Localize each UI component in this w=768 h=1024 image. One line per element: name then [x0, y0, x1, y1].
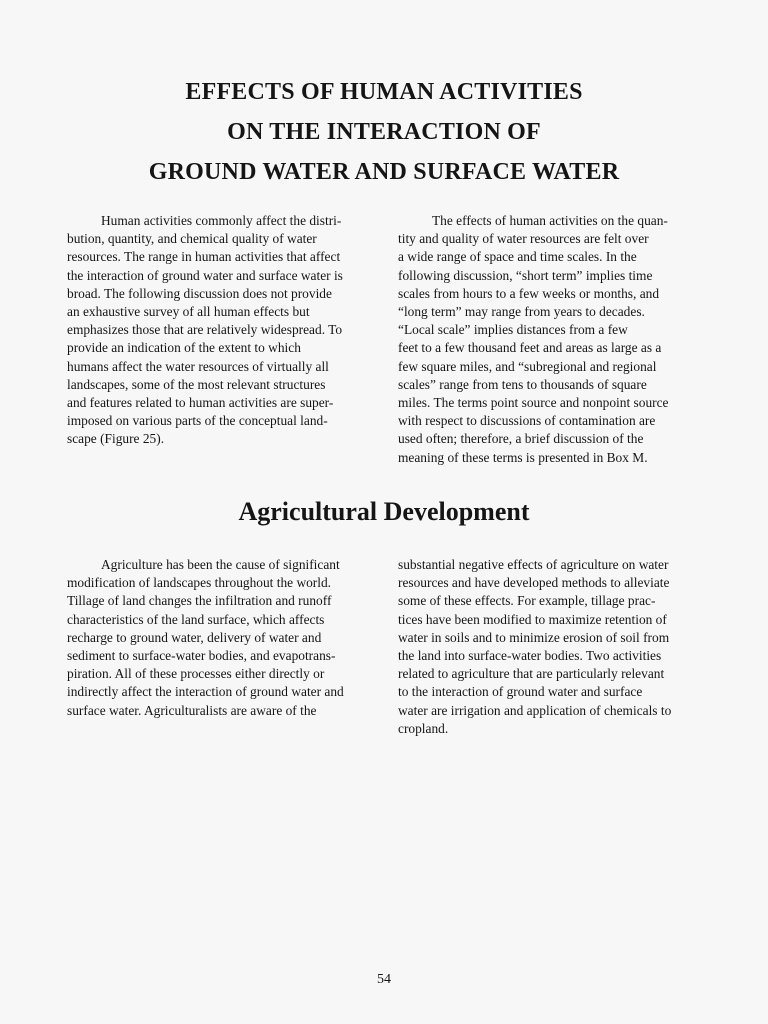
- text-line: following discussion, “short term” implies time: [398, 267, 653, 283]
- text-line: the land into surface-water bodies. Two activities: [398, 648, 662, 664]
- section-heading: Agricultural Development: [238, 497, 530, 526]
- title-line: GROUND WATER AND SURFACE WATER: [148, 159, 620, 185]
- text-line: resources. The range in human activities that affect: [67, 249, 341, 265]
- text-line: “long term” may range from years to decades.: [398, 304, 645, 320]
- text-line: “Local scale” implies distances from a few: [398, 322, 628, 338]
- page-title: [60, 72, 708, 192]
- agriculture-right-paragraph: [398, 556, 710, 738]
- intro-left-paragraph: [67, 212, 379, 449]
- text-line: a wide range of space and time scales. In the: [398, 249, 637, 265]
- text-line: meaning of these terms is presented in Box M.: [398, 449, 648, 465]
- text-line: to the interaction of ground water and surface: [398, 684, 643, 700]
- text-line: few square miles, and “subregional and regional: [398, 358, 657, 374]
- page-number: 54: [377, 972, 391, 987]
- agriculture-left-paragraph: [67, 556, 379, 720]
- text-line: indirectly affect the interaction of ground water and: [67, 684, 344, 700]
- text-line: resources and have developed methods to alleviate: [398, 575, 670, 591]
- text-line: and features related to human activities are super-: [67, 395, 334, 411]
- text-line: Human activities commonly affect the distri-: [101, 213, 342, 228]
- text-line: broad. The following discussion does not provide: [67, 285, 332, 301]
- text-line: emphasizes those that are relatively widespread. To: [67, 322, 343, 338]
- text-line: recharge to ground water, delivery of water and: [67, 629, 322, 645]
- text-line: The effects of human activities on the quan-: [432, 213, 668, 228]
- text-line: tity and quality of water resources are felt over: [398, 231, 649, 247]
- text-line: sediment to surface-water bodies, and evapotrans-: [67, 648, 336, 664]
- text-line: provide an indication of the extent to which: [67, 340, 301, 356]
- text-line: miles. The terms point source and nonpoint source: [398, 395, 669, 411]
- text-line: water in soils and to minimize erosion of soil from: [398, 629, 670, 645]
- text-line: used often; therefore, a brief discussion of the: [398, 431, 644, 447]
- text-line: the interaction of ground water and surface water is: [67, 267, 343, 283]
- text-line: characteristics of the land surface, which affects: [67, 611, 325, 627]
- text-line: piration. All of these processes either directly or: [67, 666, 325, 682]
- intro-right-paragraph: [398, 212, 710, 467]
- text-line: scape (Figure 25).: [67, 431, 165, 447]
- title-line: ON THE INTERACTION OF: [227, 119, 541, 145]
- text-line: tices have been modified to maximize retention of: [398, 611, 667, 627]
- title-line: EFFECTS OF HUMAN ACTIVITIES: [185, 79, 583, 105]
- text-line: imposed on various parts of the conceptual land-: [67, 413, 328, 429]
- text-line: related to agriculture that are particularly relevant: [398, 666, 665, 682]
- text-line: water are irrigation and application of chemicals to: [398, 702, 672, 718]
- text-line: with respect to discussions of contamination are: [398, 413, 656, 429]
- text-line: humans affect the water resources of virtually all: [67, 358, 329, 374]
- text-line: some of these effects. For example, tillage prac-: [398, 593, 656, 609]
- text-line: substantial negative effects of agriculture on water: [398, 557, 669, 572]
- text-line: bution, quantity, and chemical quality of water: [67, 231, 317, 247]
- text-line: feet to a few thousand feet and areas as large as a: [398, 340, 662, 356]
- text-line: scales from hours to a few weeks or months, and: [398, 285, 660, 301]
- text-line: landscapes, some of the most relevant structures: [67, 376, 326, 392]
- text-line: scales” range from tens to thousands of square: [398, 376, 647, 392]
- text-line: Agriculture has been the cause of significant: [101, 557, 340, 572]
- text-line: cropland.: [398, 720, 449, 736]
- text-line: surface water. Agriculturalists are aware of the: [67, 702, 317, 718]
- text-line: modification of landscapes throughout the world.: [67, 575, 332, 591]
- text-line: an exhaustive survey of all human effects but: [67, 304, 310, 320]
- text-line: Tillage of land changes the infiltration and runoff: [67, 593, 332, 609]
